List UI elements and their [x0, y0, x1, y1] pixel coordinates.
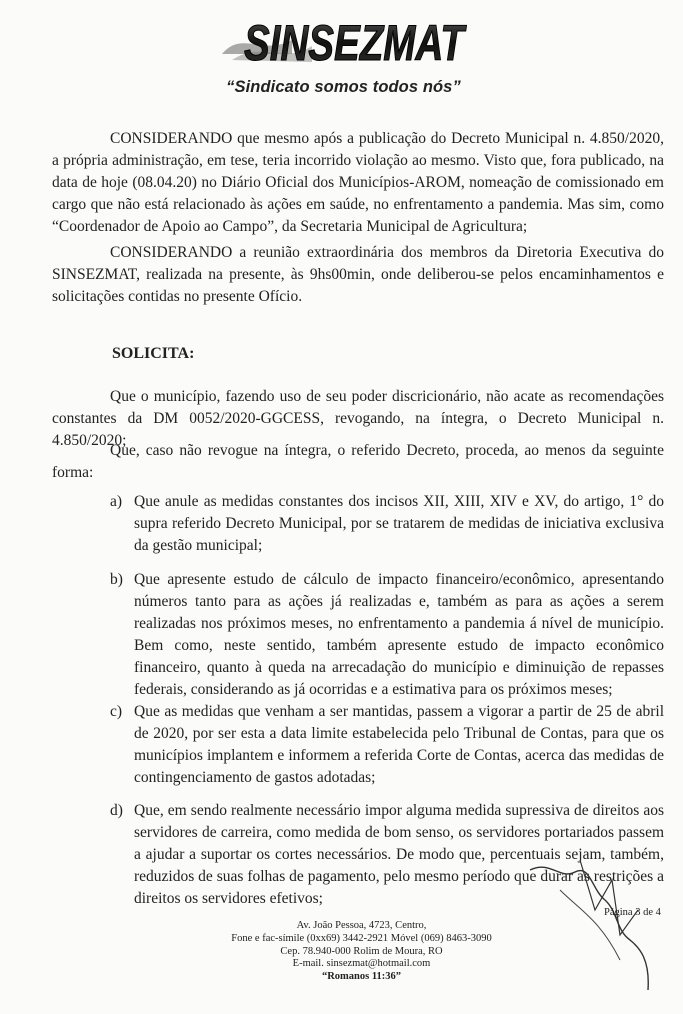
list-item-text: Que, em sendo realmente necessário impor alguma medida supressiva de direitos aos servidores de carreira, como medida de bom senso, os servidores portariados passem a ajudar a suportar os cortes necessários. De modo que, percentuais sejam, também, reduzidos de suas folhas de pagamento, pelo mesmo período que durar as restrições a direitos os servidores efetivos; — [134, 802, 664, 907]
list-item-marker: c) — [110, 703, 123, 720]
list-item-text: Que as medidas que venham a ser mantidas, passem a vigorar a partir de 25 de abril de 2020, por ser esta a data limite estabelecida pelo Tribunal de Contas, para que os municípios implantem e informem a referida Corte de Contas, acerca das medidas de contingenciamento de gastos adotadas; — [134, 703, 664, 786]
footer-contact — [0, 920, 683, 984]
list-item-text: Que anule as medidas constantes dos incisos XII, XIII, XIV e XV, do artigo, 1° do supra referido Decreto Municipal, por se tratarem de medidas de iniciativa exclusiva da gestão municipal; — [134, 493, 664, 554]
list-item-marker: a) — [110, 493, 123, 510]
list-item — [110, 701, 664, 789]
list-item — [110, 491, 664, 557]
paragraph-considerando-2: CONSIDERANDO a reunião extraordinária dos membros da Diretoria Executiva do SINSEZMAT, realizada na presente, às 9hs00min, onde deliberou-se pelos encaminhamentos e solicitações contidas no presente Ofício. — [52, 244, 664, 305]
list-item-text: Que apresente estudo de cálculo de impacto financeiro/econômico, apresentando números tanto para as ações já realizadas e, também as para as ações a serem realizadas nos próximos meses, no enfrentamento a pandemia á nível de município. Bem como, neste sentido, também apresente estudo de impacto econômico financeiro, quanto à queda na arrecadação do município e diminuição de repasses federais, considerando as já ocorridas e a estimativa para os próximos meses; — [134, 571, 664, 698]
letterhead — [0, 10, 683, 100]
footer-phone: Fone e fac-símile (0xx69) 3442-2921 Móvel (069) 8463-3090 — [231, 932, 492, 944]
section-heading: SOLICITA: — [112, 345, 195, 362]
list-item-marker: b) — [110, 571, 123, 588]
footer-verse: “Romanos 11:36” — [321, 971, 402, 983]
paragraph-alternative: Que, caso não revogue na íntegra, o referido Decreto, proceda, ao menos da seguinte forma: — [52, 442, 664, 481]
slogan: “Sindicato somos todos nós” — [226, 78, 461, 96]
paragraph-request: Que o município, fazendo uso de seu poder discricionário, não acate as recomendações constantes da DM 0052/2020-GGCESS, revogando, na íntegra, o Decreto Municipal n. 4.850/2020; — [52, 388, 664, 449]
footer-cep: Cep. 78.940-000 Rolim de Moura, RO — [280, 945, 443, 957]
page-number: Página 3 de 4 — [604, 907, 661, 918]
list-item-marker: d) — [110, 802, 123, 819]
footer-address: Av. João Pessoa, 4723, Centro, — [296, 920, 427, 931]
list-item — [110, 569, 664, 701]
svg-text:SINSEZMAT: SINSEZMAT — [244, 15, 468, 71]
paragraph-considerando-1: CONSIDERANDO que mesmo após a publicação do Decreto Municipal n. 4.850/2020, a própria administração, em tese, teria incorrido violação ao mesmo. Visto que, fora publicado, na data de hoje (08.04.20) no Diário Oficial dos Municípios-AROM, nomeação de comissionado em cargo que não está relacionado às ações em saúde, no enfrentamento a pandemia. Mas sim, como “Coordenador de Apoio ao Campo”, da Secretaria Municipal de Agricultura; — [52, 130, 664, 235]
sinsezmat-logo — [222, 10, 472, 70]
footer-email: E-mail. sinsezmat@hotmail.com — [292, 958, 431, 970]
